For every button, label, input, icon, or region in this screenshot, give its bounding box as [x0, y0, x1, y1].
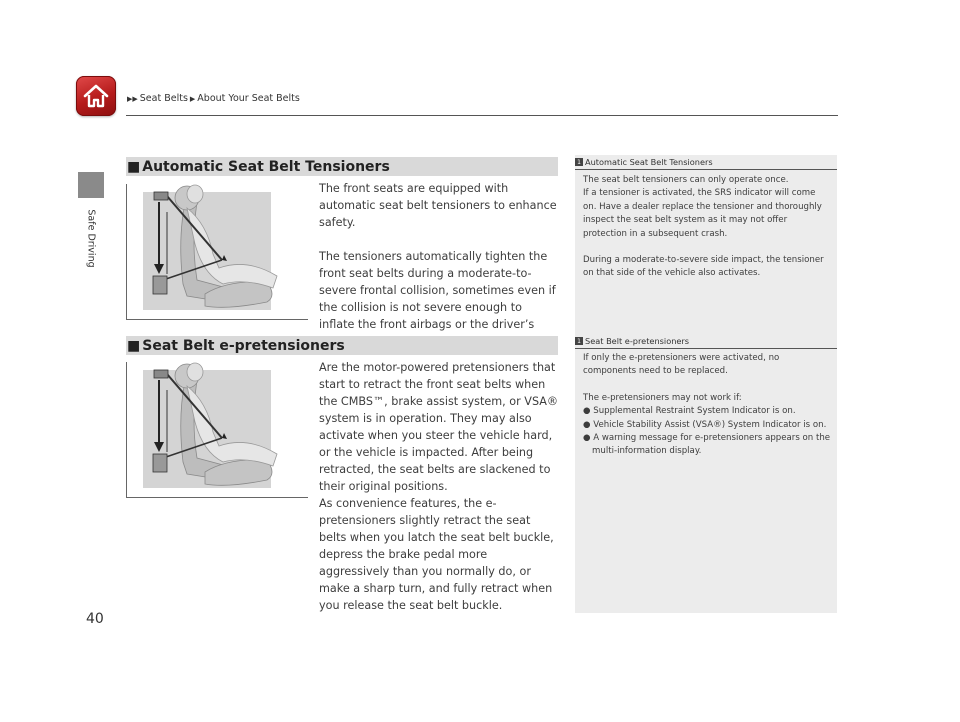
reference-icon: 1	[575, 337, 583, 345]
breadcrumb	[127, 93, 300, 104]
note-bullet: ● Supplemental Restraint System Indicator is on.	[583, 406, 796, 417]
section-heading-e-pretensioners: ■ Seat Belt e-pretensioners	[126, 336, 558, 355]
note-line: If only the e-pretensioners were activated, no components need to be replaced.	[583, 353, 780, 377]
chapter-tab-marker[interactable]	[78, 172, 104, 198]
note-body-e-pretensioners	[583, 352, 831, 459]
note-heading-tensioners: 1 Automatic Seat Belt Tensioners	[575, 155, 837, 170]
chapter-tab-label: Safe Driving	[85, 208, 97, 268]
note-line: The e-pretensioners may not work if:	[583, 392, 742, 403]
paragraph: The front seats are equipped with automatic seat belt tensioners to enhance safety.	[319, 182, 557, 229]
home-button[interactable]	[76, 76, 116, 116]
note-bullet: ● Vehicle Stability Assist (VSA®) System Indicator is on.	[583, 419, 827, 430]
note-heading-e-pretensioners: 1 Seat Belt e-pretensioners	[575, 334, 837, 349]
square-bullet-icon: ■	[127, 158, 141, 175]
page-number: 40	[86, 611, 104, 627]
note-line: If a tensioner is activated, the SRS indicator will come on. Have a dealer replace the tensioner and thoroughly inspect the seat belt system as it may not offer protection in a subsequent crash.	[583, 188, 822, 239]
seat-belt-e-pretensioner-illustration	[126, 362, 308, 498]
section-heading-tensioners: ■ Automatic Seat Belt Tensioners	[126, 157, 558, 176]
section-body-e-pretensioners	[319, 359, 559, 614]
section-body-tensioners	[319, 180, 559, 350]
arrow-right-icon: ▶	[189, 94, 196, 103]
home-icon	[82, 83, 110, 109]
square-bullet-icon: ■	[127, 337, 141, 354]
paragraph: The tensioners automatically tighten the front seat belts during a moderate-to-severe frontal collision, sometimes even if the collision is not severe enough to inflate the front airbags or the driver’s	[319, 250, 556, 331]
seat-belt-tensioner-illustration	[126, 184, 308, 320]
note-line: During a moderate-to-severe side impact, the tensioner on that side of the vehicle also activates.	[583, 255, 824, 279]
breadcrumb-item-about-seat-belts[interactable]: About Your Seat Belts	[197, 93, 300, 104]
paragraph: Are the motor-powered pretensioners that start to retract the front seat belts when the CMBS™, brake assist system, or VSA® system is in operation. They may also activate when you steer the vehicle hard, or the vehicle is impacted. After being retracted, the seat belts are slackened to their original positions.	[319, 361, 559, 493]
header-divider	[126, 115, 838, 116]
reference-icon: 1	[575, 158, 583, 166]
note-bullet: ● A warning message for e-pretensioners appears on the multi-information display.	[583, 433, 831, 457]
arrow-right-icon: ▶▶	[127, 94, 138, 103]
note-body-tensioners	[583, 174, 831, 281]
breadcrumb-item-seat-belts[interactable]: Seat Belts	[139, 93, 188, 104]
note-line: The seat belt tensioners can only operate once.	[583, 175, 789, 185]
paragraph: As convenience features, the e-pretensioners slightly retract the seat belts when you latch the seat belt buckle, depress the brake pedal more aggressively than you normally do, or make a sharp turn, and fully retract when you release the seat belt buckle.	[319, 497, 554, 612]
